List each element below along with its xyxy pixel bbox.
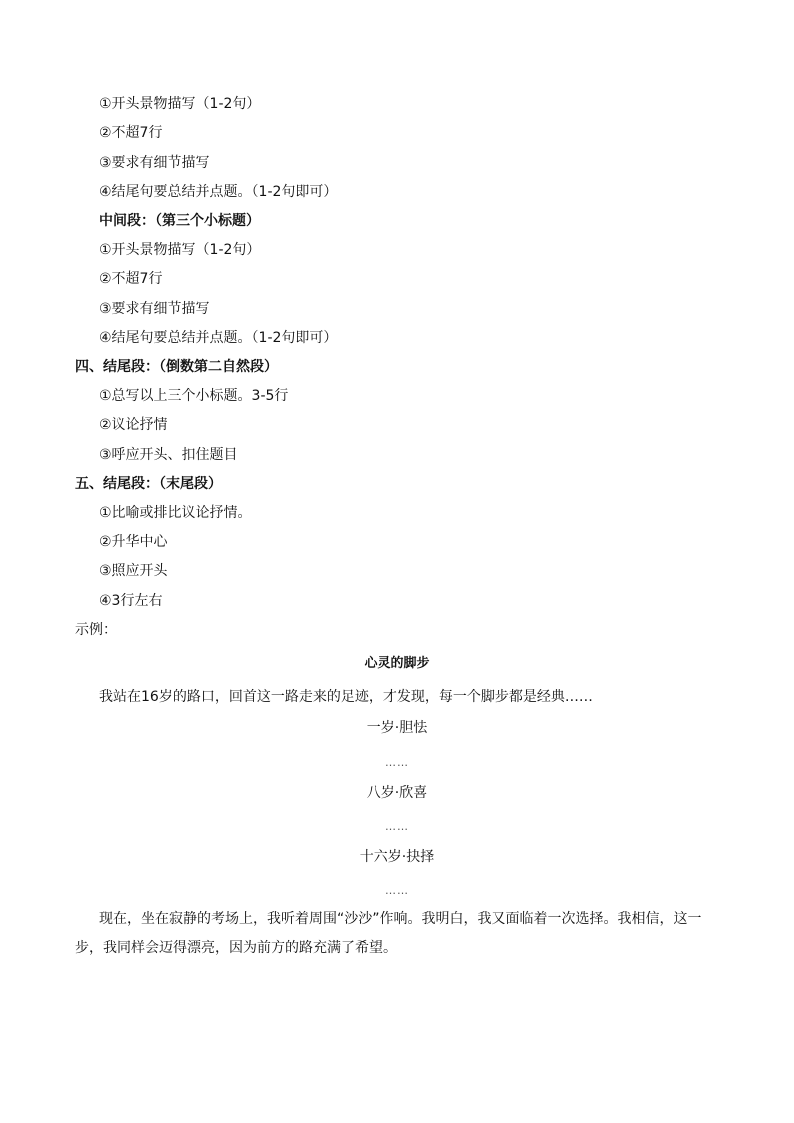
outline-point: ②升华中心 [99, 534, 168, 550]
example-ellipsis: …… [385, 820, 409, 833]
outline-point: ④结尾句要总结并点题。（1-2句即可） [99, 184, 338, 200]
outline-point: ①开头景物描写（1-2句） [99, 242, 261, 258]
outline-point: ③要求有细节描写 [99, 155, 210, 171]
example-subtitle: 八岁·欣喜 [366, 785, 428, 801]
outline-point: ③要求有细节描写 [99, 301, 210, 317]
example-ellipsis: …… [385, 756, 409, 769]
outline-point: ④结尾句要总结并点题。（1-2句即可） [99, 330, 338, 346]
outline-point: ③照应开头 [99, 563, 168, 579]
outline-point: ④3行左右 [99, 593, 163, 609]
example-ellipsis: …… [385, 884, 409, 897]
outline-point: ②不超7行 [99, 271, 163, 287]
outline-point: ①比喻或排比议论抒情。 [99, 505, 252, 521]
section-heading: 五、结尾段：（末尾段） [75, 476, 222, 492]
example-label: 示例： [75, 622, 117, 638]
outline-point: ③呼应开头、扣住题目 [99, 447, 238, 463]
outline-point: ①总写以上三个小标题。3-5行 [99, 388, 289, 404]
example-title: 心灵的脚步 [364, 656, 430, 671]
example-subtitle: 一岁·胆怯 [366, 720, 428, 736]
example-opening: 我站在16岁的路口，回首这一路走来的足迹，才发现，每一个脚步都是经典…… [99, 689, 593, 705]
example-subtitle: 十六岁·抉择 [359, 849, 435, 865]
example-closing-paragraph: 现在，坐在寂静的考场上，我听着周围“沙沙”作响。我明白，我又面临着一次选择。我相信，这一步，我同样会迈得漂亮，因为前方的路充满了希望。 [75, 911, 702, 956]
outline-point: ②不超7行 [99, 125, 163, 141]
subsection-heading: 中间段：（第三个小标题） [99, 213, 260, 229]
section-heading: 四、结尾段：（倒数第二自然段） [75, 359, 278, 375]
outline-point: ②议论抒情 [99, 417, 168, 433]
outline-point: ①开头景物描写（1-2句） [99, 96, 261, 112]
